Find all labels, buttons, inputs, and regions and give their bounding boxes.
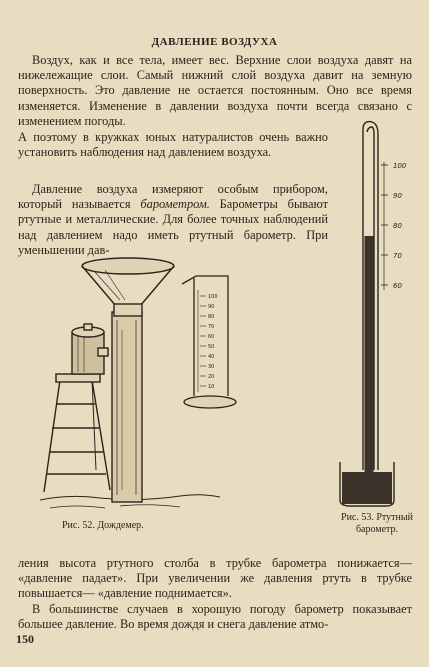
cylinder-scale-label: 90 <box>208 304 215 310</box>
cylinder-scale-label: 20 <box>208 374 215 380</box>
cylinder-scale-label: 30 <box>208 364 215 370</box>
barometer-scale-label: 60 <box>393 282 402 290</box>
barometer-scale <box>381 162 407 290</box>
paragraph-1: Воздух, как и все тела, имеет вес. Верхние слои воздуха давят на нижележащие слои. Самый нижний слой воздуха давит на земную поверхность. Это давление не остается постоянным. Оно все время изменяется. Изменение в давлении воздуха почти всегда связано с изменением погоды. <box>18 53 412 128</box>
paragraph-3-text-b: Барометры бывают ртутные и металлические. Для более точных наблюдений над давлением надо иметь ртутный барометр. При уменьшении дав- <box>18 197 328 257</box>
cylinder-scale-label: 50 <box>208 344 215 350</box>
page-number: 150 <box>16 632 34 646</box>
paragraph-2: А поэтому в кружках юных натуралистов очень важно установить наблюдения над давлением воздуха. <box>18 130 328 160</box>
barometer-term: барометром. <box>140 197 210 212</box>
page-title: ДАВЛЕНИЕ ВОЗДУХА <box>151 36 278 48</box>
barometer-scale-label: 90 <box>393 192 402 200</box>
barometer-scale-label: 70 <box>393 252 402 260</box>
paragraph-5: В большинстве случаев в хорошую погоду барометр показывает большее давление. Во время дождя и снега давление атмо- <box>18 602 412 632</box>
barometer-illustration <box>340 122 394 506</box>
barometer-scale-label: 80 <box>393 222 402 230</box>
cylinder-scale-label: 60 <box>208 334 215 340</box>
cylinder-scale-label: 100 <box>208 294 218 300</box>
cylinder-scale-label: 80 <box>208 314 215 320</box>
cylinder-scale <box>200 294 218 390</box>
barometer-scale-label: 100 <box>393 162 407 170</box>
cylinder-scale-label: 70 <box>208 324 215 330</box>
figure-53-caption: Рис. 53. Ртутный барометр. <box>341 512 413 535</box>
cylinder-scale-label: 10 <box>208 384 215 390</box>
rain-gauge-illustration <box>40 258 220 508</box>
cylinder-scale-label: 40 <box>208 354 215 360</box>
paragraph-3-text-a: Давление воздуха измеряют особым прибором, который называется <box>18 182 328 212</box>
figure-52-caption: Рис. 52. Дождемер. <box>62 520 144 531</box>
paragraph-4: ления высота ртутного столба в трубке барометра понижается— «давление падает». При увеличении же давления ртуть в трубке повышается— «давление поднимается». <box>18 556 412 601</box>
